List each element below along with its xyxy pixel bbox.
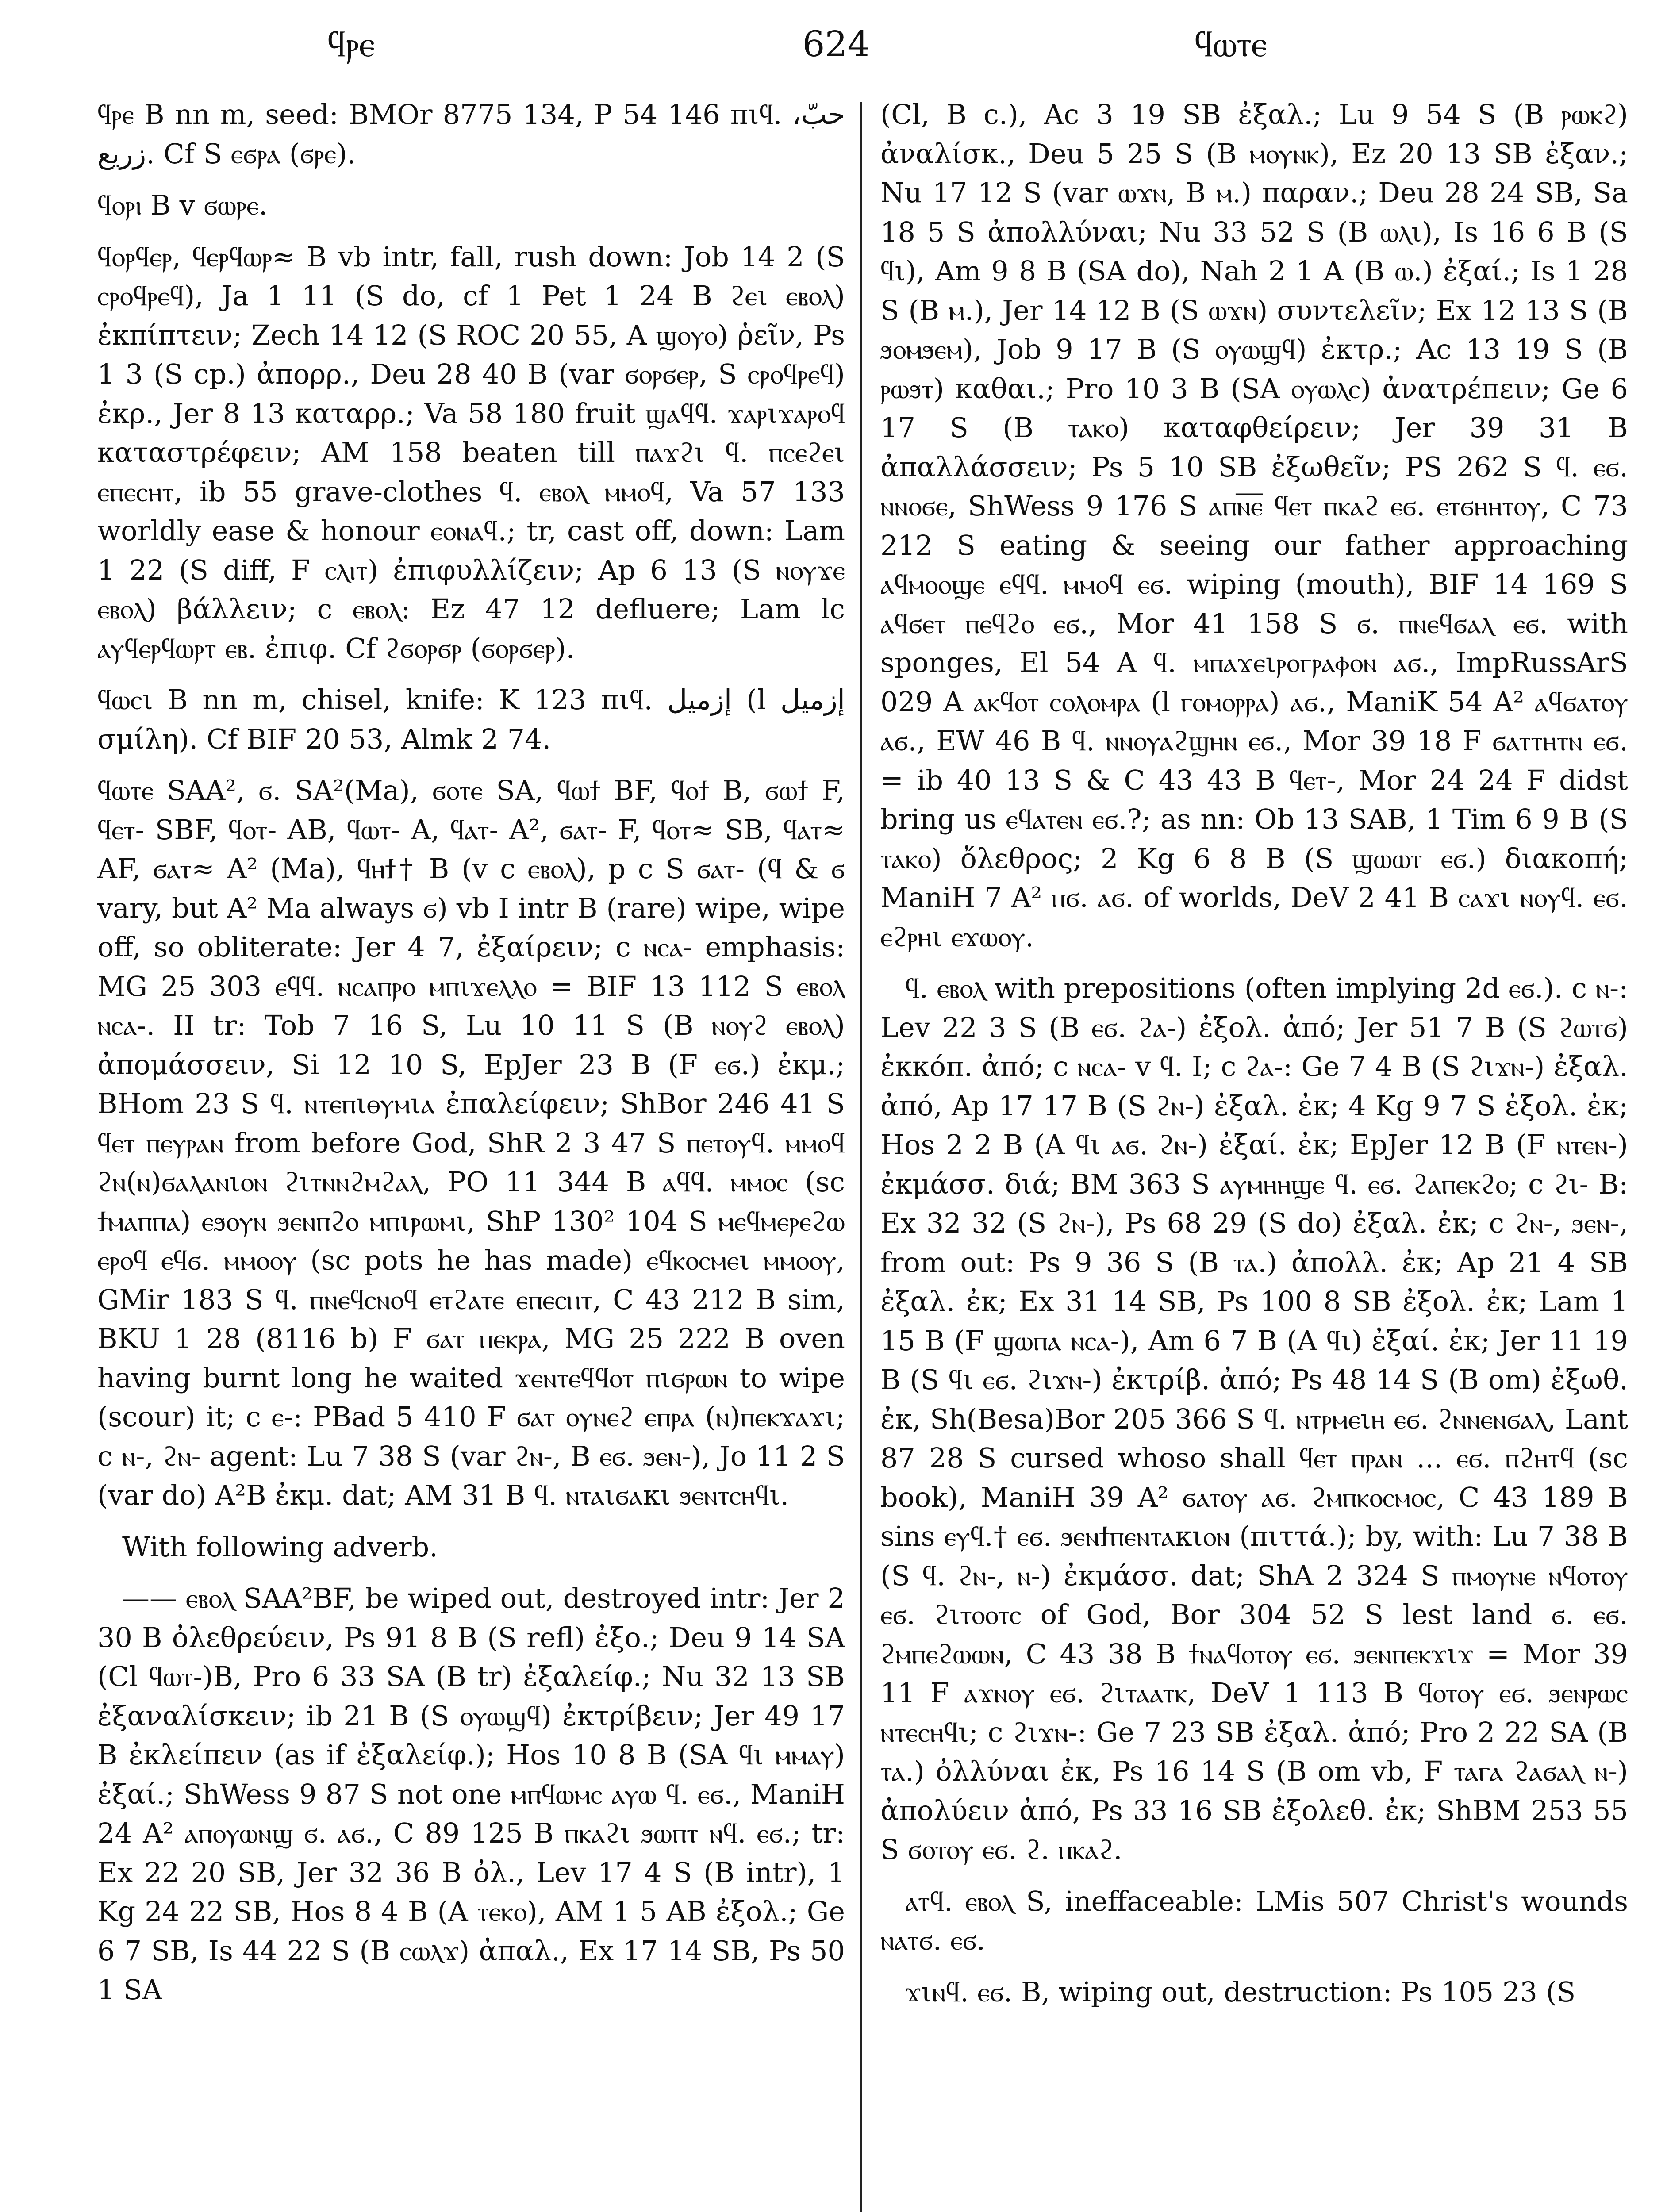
page-header xyxy=(0,18,1667,80)
dictionary-entry-paragraph: ϥⲱⲧⲉ SAA², ϭ. SA²(Ma), ϭⲟⲧⲉ SA, ϥⲱϯ BF, ϥⲟϯ B, ϭⲱϯ F, ϥⲉⲧ- SBF, ϥⲟⲧ- AB, ϥⲱⲧ- A, ϥⲁⲧ- A², ϭⲁⲧ- F, ϥⲟⲧ≈ SB, ϥⲁⲧ≈ AF, ϭⲁⲧ≈ A² (Ma), ϥⲏϯ† B (v c ⲉⲃⲟⲗ), p c S ϭⲁⲧ- (ϥ & ϭ vary, but A² Ma always ϭ) vb I intr B (rare) wipe, wipe off, so obliterate: Jer 4 7, ἐξαίρειν; c ⲛⲥⲁ- emphasis: MG 25 303 ⲉϥϥ. ⲛⲥⲁⲡⲣⲟ ⲙⲡιϫⲉⲗⲗⲟ = BIF 13 112 S ⲉⲃⲟⲗ ⲛⲥⲁ-. II tr: Tob 7 16 S, Lu 10 11 S (B ⲛⲟⲩϩ ⲉⲃⲟⲗ) ἀπομάσσειν, Si 12 10 S, EpJer 23 B (F ⲉϭ.) ἐκμ.; BHom 23 S ϥ. ⲛⲧⲉⲡιⲑⲩⲙιⲁ ἐπαλείφειν; ShBor 246 41 S ϥⲉⲧ ⲡⲉⲩⲣⲁⲛ from before God, ShR 2 3 47 S ⲡⲉⲧⲟⲩϥ. ⲙⲙⲟϥ ϩⲛ(ⲛ)ϭⲁⲗⲁⲛιⲟⲛ ϩιⲧⲛⲛϩⲙϩⲁⲗ, PO 11 344 B ⲁϥϥ. ⲙⲙⲟⲥ (sc ϯⲙⲁⲡⲡⲁ) ⲉϧⲟⲩⲛ ϧⲉⲛⲡϩⲟ ⲙⲡιⲣⲱⲙι, ShP 130² 104 S ⲙⲉϥⲙⲉⲣⲉϩⲱ ⲉⲣⲟϥ ⲉϥϭ. ⲙⲙⲟⲟⲩ (sc pots he has made) ⲉϥⲕⲟⲥⲙⲉι ⲙⲙⲟⲟⲩ, GMir 183 S ϥ. ⲡⲛⲉϥⲥⲛⲟϥ ⲉⲧϩⲁⲧⲉ ⲉⲡⲉⲥⲏⲧ, C 43 212 B sim, BKU 1 28 (8116 b) F ϭⲁⲧ ⲡⲉⲕⲣⲁ, MG 25 222 B oven having burnt long he waited ϫⲉⲛⲧⲉϥϥⲟⲧ ⲡιϭⲣⲱⲛ to wipe (scour) it; c ⲉ-: PBad 5 410 F ϭⲁⲧ ⲟⲩⲛⲉϩ ⲉⲡⲣⲁ (ⲛ)ⲡⲉⲕϫⲁϫι; c ⲛ-, ϩⲛ- agent: Lu 7 38 S (var ϩⲛ-, B ⲉϭ. ϧⲉⲛ-), Jo 11 2 S (var do) A²B ἐκμ. dat; AM 31 B ϥ. ⲛⲧⲁιϭⲁκι ϧⲉⲛⲧⲥⲏϥι. xyxy=(97,774,845,1511)
dictionary-entry-paragraph: (Cl, B c.), Ac 3 19 SB ἐξαλ.; Lu 9 54 S (B ⲣⲱⲕϩ) ἀναλίσκ., Deu 5 25 S (B ⲙⲟⲩⲛⲕ), Ez 20 13 SB ἐξαν.; Nu 17 12 S (var ⲱϫⲛ, B ⲙ.) παραν.; Deu 28 24 SB, Sa 18 5 S ἀπολλύναι; Nu 33 52 S (B ⲱⲗι), Is 16 6 B (S ϥι), Am 9 8 B (SA do), Nah 2 1 A (B ⲱ.) ἐξαί.; Is 1 28 S (B ⲙ.), Jer 14 12 B (S ⲱϫⲛ) συντελεῖν; Ex 12 13 S (B ϧⲟⲙϧⲉⲙ), Job 9 17 B (S ⲟⲩⲱϣϥ) ἐκτρ.; Ac 13 19 S (B ⲣⲱϧⲧ) καθαι.; Pro 10 3 B (SA ⲟⲩⲱⲗⲥ) ἀνατρέπειν; Ge 6 17 S (B ⲧⲁⲕⲟ) καταφθείρειν; Jer 39 31 B ἀπαλλάσσειν; Ps 5 10 SB ἐξωθεῖν; PS 262 S ϥ. ⲉϭ. ⲛⲛⲟϭⲉ, ShWess 9 176 S ⲁⲡⲛ̅ⲉ̅ ϥⲉⲧ ⲡⲕⲁϩ ⲉϭ. ⲉⲧϭⲏⲏⲧⲟⲩ, C 73 212 S eating & seeing our father approaching ⲁϥⲙⲟⲟϣⲉ ⲉϥϥ. ⲙⲙⲟϥ ⲉϭ. wiping (mouth), BIF 14 169 S ⲁϥϭⲉⲧ ⲡⲉϥϩⲟ ⲉϭ., Mor 41 158 S ϭ. ⲡⲛⲉϥϭⲁⲗ ⲉϭ. with sponges, El 54 A ϥ. ⲙⲡⲁϫⲉιⲣⲟⲅⲣⲁⲫⲟⲛ ⲁϭ., ImpRussArS 029 A ⲁⲕϥⲟⲧ ⲥⲟⲗⲟⲙⲣⲁ (l ⲅⲟⲙⲟⲣⲣⲁ) ⲁϭ., ManiK 54 A² ⲁϥϭⲁⲧⲟⲩ ⲁϭ., EW 46 B ϥ. ⲛⲛⲟⲩⲁϩϣⲏⲛ ⲉϭ., Mor 39 18 F ϭⲁⲧⲧⲏⲧⲛ ⲉϭ. = ib 40 13 S & C 43 43 B ϥⲉⲧ-, Mor 24 24 F didst bring us ⲉϥⲁⲧⲉⲛ ⲉϭ.?; as nn: Ob 13 SAB, 1 Tim 6 9 B (S ⲧⲁⲕⲟ) ὄλεθρος; 2 Kg 6 8 B (S ϣⲱⲱⲧ ⲉϭ.) διακοπή; ManiH 7 A² ⲡϭ. ⲁϭ. of worlds, DeV 2 41 B ⲥⲁϫι ⲛⲟⲩϥ. ⲉϭ. ⲉϩⲣⲏι ⲉϫⲱⲟⲩ. xyxy=(880,98,1628,953)
column-divider xyxy=(860,102,862,2212)
dictionary-entry-paragraph: With following adverb. xyxy=(122,1530,438,1563)
dictionary-entry-paragraph: ⲁⲧϥ. ⲉⲃⲟⲗ S, ineffaceable: LMis 507 Christ's wounds ⲛⲁⲧϭ. ⲉϭ. xyxy=(880,1885,1628,1956)
left-running-headword: ϥⲣⲉ xyxy=(327,23,375,65)
dictionary-entry-paragraph: ϥⲱⲥι B nn m, chisel, knife: K 123 πιϥ. إزميل (l إزميل σμίλη). Cf BIF 20 53, Almk 2 74. xyxy=(97,684,845,755)
page-number: 624 xyxy=(802,23,870,65)
right-column xyxy=(880,95,1628,2212)
dictionary-entry-paragraph: ϫιⲛϥ. ⲉϭ. B, wiping out, destruction: Ps 105 23 (S xyxy=(905,1975,1576,2008)
dictionary-entry-paragraph: —— ⲉⲃⲟⲗ SAA²BF, be wiped out, destroyed intr: Jer 2 30 B ὀλεθρεύειν, Ps 91 8 B (S refl) ἐξο.; Deu 9 14 SA (Cl ϥⲱⲧ-)B, Pro 6 33 SA (B tr) ἐξαλείφ.; Nu 32 13 SB ἐξαναλίσκειν; ib 21 B (S ⲟⲩⲱϣϥ) ἐκτρίβειν; Jer 49 17 B ἐκλείπειν (as if ἐξαλείφ.); Hos 10 8 B (SA ϥι ⲙⲙⲁⲩ) ἐξαί.; ShWess 9 87 S not one ⲙⲡϥⲱⲙⲥ ⲁⲩⲱ ϥ. ⲉϭ., ManiH 24 A² ⲁⲡⲟⲩⲱⲛϣ ϭ. ⲁϭ., C 89 125 B ⲡⲕⲁϩι ϧⲱⲡⲧ ⲛϥ. ⲉϭ.; tr: Ex 22 20 SB, Jer 32 36 B ὀλ., Lev 17 4 S (B intr), 1 Kg 24 22 SB, Hos 8 4 B (A ⲧⲉⲕⲟ), AM 1 5 AB ἐξολ.; Ge 6 7 SB, Is 44 22 S (B ⲥⲱⲗϫ) ἀπαλ., Ex 17 14 SB, Ps 50 1 SA xyxy=(97,1582,845,2006)
dictionary-entry-paragraph: ϥⲣⲉ B nn m, seed: BMOr 8775 134, P 54 146 πιϥ. حبّ، زريع. Cf S ⲉϭⲣⲁ (ϭⲣⲉ). xyxy=(97,98,845,170)
dictionary-entry-paragraph: ϥⲟⲣⲓ B v ϭⲱⲣⲉ. xyxy=(97,189,268,221)
dictionary-entry-paragraph: ϥ. ⲉⲃⲟⲗ with prepositions (often implying 2d ⲉϭ.). c ⲛ-: Lev 22 3 S (B ⲉϭ. ϩⲁ-) ἐξολ. ἀπό; Jer 51 7 B (S ϩⲱⲧϭ) ἐκκόπ. ἀπό; c ⲛⲥⲁ- v ϥ. I; c ϩⲁ-: Ge 7 4 B (S ϩιϫⲛ-) ἐξαλ. ἀπό, Ap 17 17 B (S ϩⲛ-) ἐξαλ. ἐκ; 4 Kg 9 7 S ἐξολ. ἐκ; Hos 2 2 B (A ϥι ⲁϭ. ϩⲛ-) ἐξαί. ἐκ; EpJer 12 B (F ⲛⲧⲉⲛ-) ἐκμάσσ. διά; BM 363 S ⲁⲩⲙⲏⲏϣⲉ ϥ. ⲉϭ. ϩⲁⲡⲉⲕϩⲟ; c ϩι- B: Ex 32 32 (S ϩⲛ-), Ps 68 29 (S do) ἐξαλ. ἐκ; c ϩⲛ-, ϧⲉⲛ-, from out: Ps 9 36 S (B ⲧⲁ.) ἀπολλ. ἐκ; Ap 21 4 SB ἐξαλ. ἐκ; Ex 31 14 SB, Ps 100 8 SB ἐξολ. ἐκ; Lam 1 15 B (F ϣⲱⲡⲁ ⲛⲥⲁ-), Am 6 7 B (A ϥι) ἐξαί. ἐκ; Jer 11 19 B (S ϥι ⲉϭ. ϩιϫⲛ-) ἐκτρίβ. ἀπό; Ps 48 14 S (B om) ἐξωθ. ἐκ, Sh(Besa)Bor 205 366 S ϥ. ⲛⲧⲣⲙⲉιⲏ ⲉϭ. ϩⲛⲛⲉⲛϭⲁⲗ, Lant 87 28 S cursed whoso shall ϥⲉⲧ ⲡⲣⲁⲛ ... ⲉϭ. ⲡϩⲏⲧϥ (sc book), ManiH 39 A² ϭⲁⲧⲟⲩ ⲁϭ. ϩⲙⲡⲕⲟⲥⲙⲟⲥ, C 43 189 B sins ⲉⲩϥ.† ⲉϭ. ϧⲉⲛϯⲡⲉⲛⲧⲁκιⲟⲛ (πιττά.); by, with: Lu 7 38 B (S ϥ. ϩⲛ-, ⲛ-) ἐκμάσσ. dat; ShA 2 324 S ⲡⲙⲟⲩⲛⲉ ⲛϥⲟⲧⲟⲩ ⲉϭ. ϩιⲧⲟⲟⲧⲥ of God, Bor 304 52 S lest land ϭ. ⲉϭ. ϩⲙⲡⲉϩⲱⲱⲛ, C 43 38 B ϯⲛⲁϥⲟⲧⲟⲩ ⲉϭ. ϧⲉⲛⲡⲉⲕϫιϫ = Mor 39 11 F ⲁϫⲛⲟⲩ ⲉϭ. ϩιⲧⲁⲁⲧⲕ, DeV 1 113 B ϥⲟⲧⲟⲩ ⲉϭ. ϧⲉⲛⲣⲱⲥ ⲛⲧⲉⲥⲏϥι; c ϩιϫⲛ-: Ge 7 23 SB ἐξαλ. ἀπό; Pro 2 22 SA (B ⲧⲁ.) ὀλλύναι ἐκ, Ps 16 14 S (B om vb, F ⲧⲁⲅⲁ ϩⲁϭⲁⲗ ⲛ-) ἀπολύειν ἀπό, Ps 33 16 SB ἐξολεθ. ἐκ; ShBM 253 55 S ϭⲟⲧⲟⲩ ⲉϭ. ϩ. ⲡⲕⲁϩ. xyxy=(880,972,1628,1866)
right-running-headword: ϥⲱⲧⲉ xyxy=(1195,23,1267,65)
dictionary-entry-paragraph: ϥⲟⲣϥⲉⲣ, ϥⲉⲣϥⲱⲣ≈ B vb intr, fall, rush down: Job 14 2 (S ⲥⲣⲟϥⲣⲉϥ), Ja 1 11 (S do, cf 1 Pet 1 24 B ϩⲉι ⲉⲃⲟⲗ) ἐκπίπτειν; Zech 14 12 (S ROC 20 55, A ϣⲟⲩⲟ) ῥεῖν, Ps 1 3 (S cp.) ἀπορρ., Deu 28 40 B (var ϭⲟⲣϭⲉⲣ, S ⲥⲣⲟϥⲣⲉϥ) ἐκρ., Jer 8 13 καταρρ.; Va 58 180 fruit ϣⲁϥϥ. ϫⲁⲣιϫⲁⲣⲟϥ καταστρέφειν; AM 158 beaten till ⲡⲁϫϩι ϥ. ⲡⲥⲉϩⲉι ⲉⲡⲉⲥⲏⲧ, ib 55 grave-clothes ϥ. ⲉⲃⲟⲗ ⲙⲙⲟϥ, Va 57 133 worldly ease & honour ⲉⲟⲛⲁϥ.; tr, cast off, down: Lam 1 22 (S diff, F ⲥⲗⲓⲧ) ἐπιφυλλίζειν; Ap 6 13 (S ⲛⲟⲩϫⲉ ⲉⲃⲟⲗ) βάλλειν; c ⲉⲃⲟⲗ: Ez 47 12 defluere; Lam lc ⲁⲩϥⲉⲣϥⲱⲣⲧ ⲉⲃ. ἐπιφ. Cf ϩϭⲟⲣϭⲣ (ϭⲟⲣϭⲉⲣ). xyxy=(97,240,845,664)
left-column xyxy=(97,95,845,2212)
